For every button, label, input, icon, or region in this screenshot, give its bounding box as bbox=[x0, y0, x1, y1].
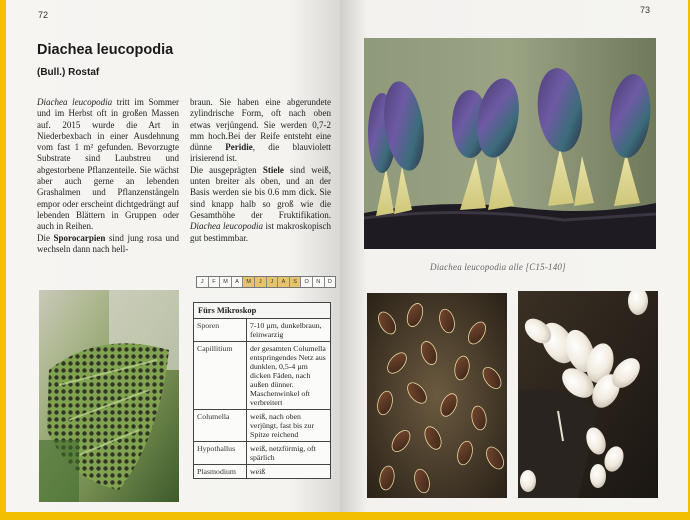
calendar-month: A bbox=[278, 277, 290, 287]
col2-run: sind weiß, unten breiter als oben, und an der Basis werden sie bis 0.6 mm dick. Sie sind knapp halb so groß wie die Gesamthöhe der Fruktifikation. bbox=[190, 164, 331, 220]
table-value: weiß bbox=[247, 465, 331, 479]
sporocarps-photo bbox=[364, 38, 656, 249]
left-page bbox=[6, 0, 340, 512]
col1-run: sind jung rosa und wechseln dann nach hell- bbox=[37, 232, 179, 254]
text-column-2 bbox=[190, 97, 331, 244]
calendar-month: J bbox=[255, 277, 267, 287]
table-value: weiß, netzförmig, oft spärlich bbox=[247, 442, 331, 465]
col1-run: Die bbox=[37, 232, 54, 243]
species-title: Diachea leucopodia bbox=[37, 42, 174, 58]
table-value: weiß, nach oben verjüngt, fast bis zur Spitze reichend bbox=[247, 410, 331, 442]
table-row bbox=[194, 342, 331, 410]
species-authority: (Bull.) Rostaf bbox=[37, 67, 100, 78]
table-row bbox=[194, 319, 331, 342]
col2-run: Peridie bbox=[225, 142, 253, 153]
calendar-month: F bbox=[209, 277, 221, 287]
calendar-month: M bbox=[220, 277, 232, 287]
col2-run: , die blauviolett irisierend ist. bbox=[190, 142, 331, 164]
calendar-month: D bbox=[325, 277, 336, 287]
text-column-1 bbox=[37, 97, 179, 255]
col2-run: ist makroskopisch gut bestimmbar. bbox=[190, 221, 332, 243]
calendar-month: N bbox=[313, 277, 325, 287]
page-number-left: 72 bbox=[38, 10, 49, 20]
col2-run: Stiele bbox=[262, 164, 284, 175]
calendar-month: A bbox=[232, 277, 244, 287]
page-number-right: 73 bbox=[640, 5, 651, 15]
calendar-month: O bbox=[301, 277, 313, 287]
calendar-month: J bbox=[267, 277, 279, 287]
col2-paragraph bbox=[190, 97, 331, 244]
table-key: Plasmodium bbox=[194, 465, 247, 479]
table-value: der gesamten Columella entspringendes Netz aus dunklen, 0,5-4 µm dicken Fäden, nach außen dünner. Maschenwinkel oft verbreitert bbox=[247, 342, 331, 410]
mature-sporocarps-photo bbox=[367, 293, 507, 498]
col2-run: Diachea leucopodia bbox=[190, 221, 263, 232]
table-key: Sporen bbox=[194, 319, 247, 342]
col2-run: Die ausgeprägten bbox=[190, 164, 263, 175]
season-calendar bbox=[196, 276, 336, 288]
calendar-month: M bbox=[243, 277, 255, 287]
photo-caption: Diachea leucopodia alle [C15-140] bbox=[430, 262, 566, 272]
table-key: Columella bbox=[194, 410, 247, 442]
leaf-photo bbox=[39, 290, 179, 502]
table-key: Capillitium bbox=[194, 342, 247, 410]
calendar-month: J bbox=[197, 277, 209, 287]
table-row bbox=[194, 465, 331, 479]
table-key: Hypothallus bbox=[194, 442, 247, 465]
col1-run: tritt im Sommer und im Herbst oft in großen Massen auf. 2015 wurde die Art in Niederbexbach in einer Ausdehnung vom fast 1 m² gefunden. Bevorzugte Substrate sind Laubstreu und abgestorbene Pflanzenteile. Sie wächst aber auch gerne an lebenden Grashalmen und Pflanzenstängeln empor oder erscheint dichtgedrängt auf lebenden Blättern in Gruppen oder auch in Reihen. bbox=[37, 97, 179, 232]
table-row bbox=[194, 442, 331, 465]
col1-paragraph bbox=[37, 97, 179, 255]
microscope-table-header: Fürs Mikroskop bbox=[194, 303, 331, 319]
table-value: 7-10 µm, dunkelbraun, feinwarzig bbox=[247, 319, 331, 342]
table-row bbox=[194, 410, 331, 442]
calendar-month: S bbox=[290, 277, 302, 287]
col2-run: braun. Sie haben eine abgerundete zylindrische Form, oft nach oben etwas verjüngend. Sie werden 0,7-2 mm hoch.Bei der Reife entsteht eine dünne bbox=[190, 97, 331, 153]
col1-run: Diachea leucopodia bbox=[37, 97, 113, 107]
microscope-table bbox=[193, 302, 331, 479]
col1-run: Sporocarpien bbox=[53, 232, 106, 243]
young-sporocarps-photo bbox=[518, 291, 658, 498]
